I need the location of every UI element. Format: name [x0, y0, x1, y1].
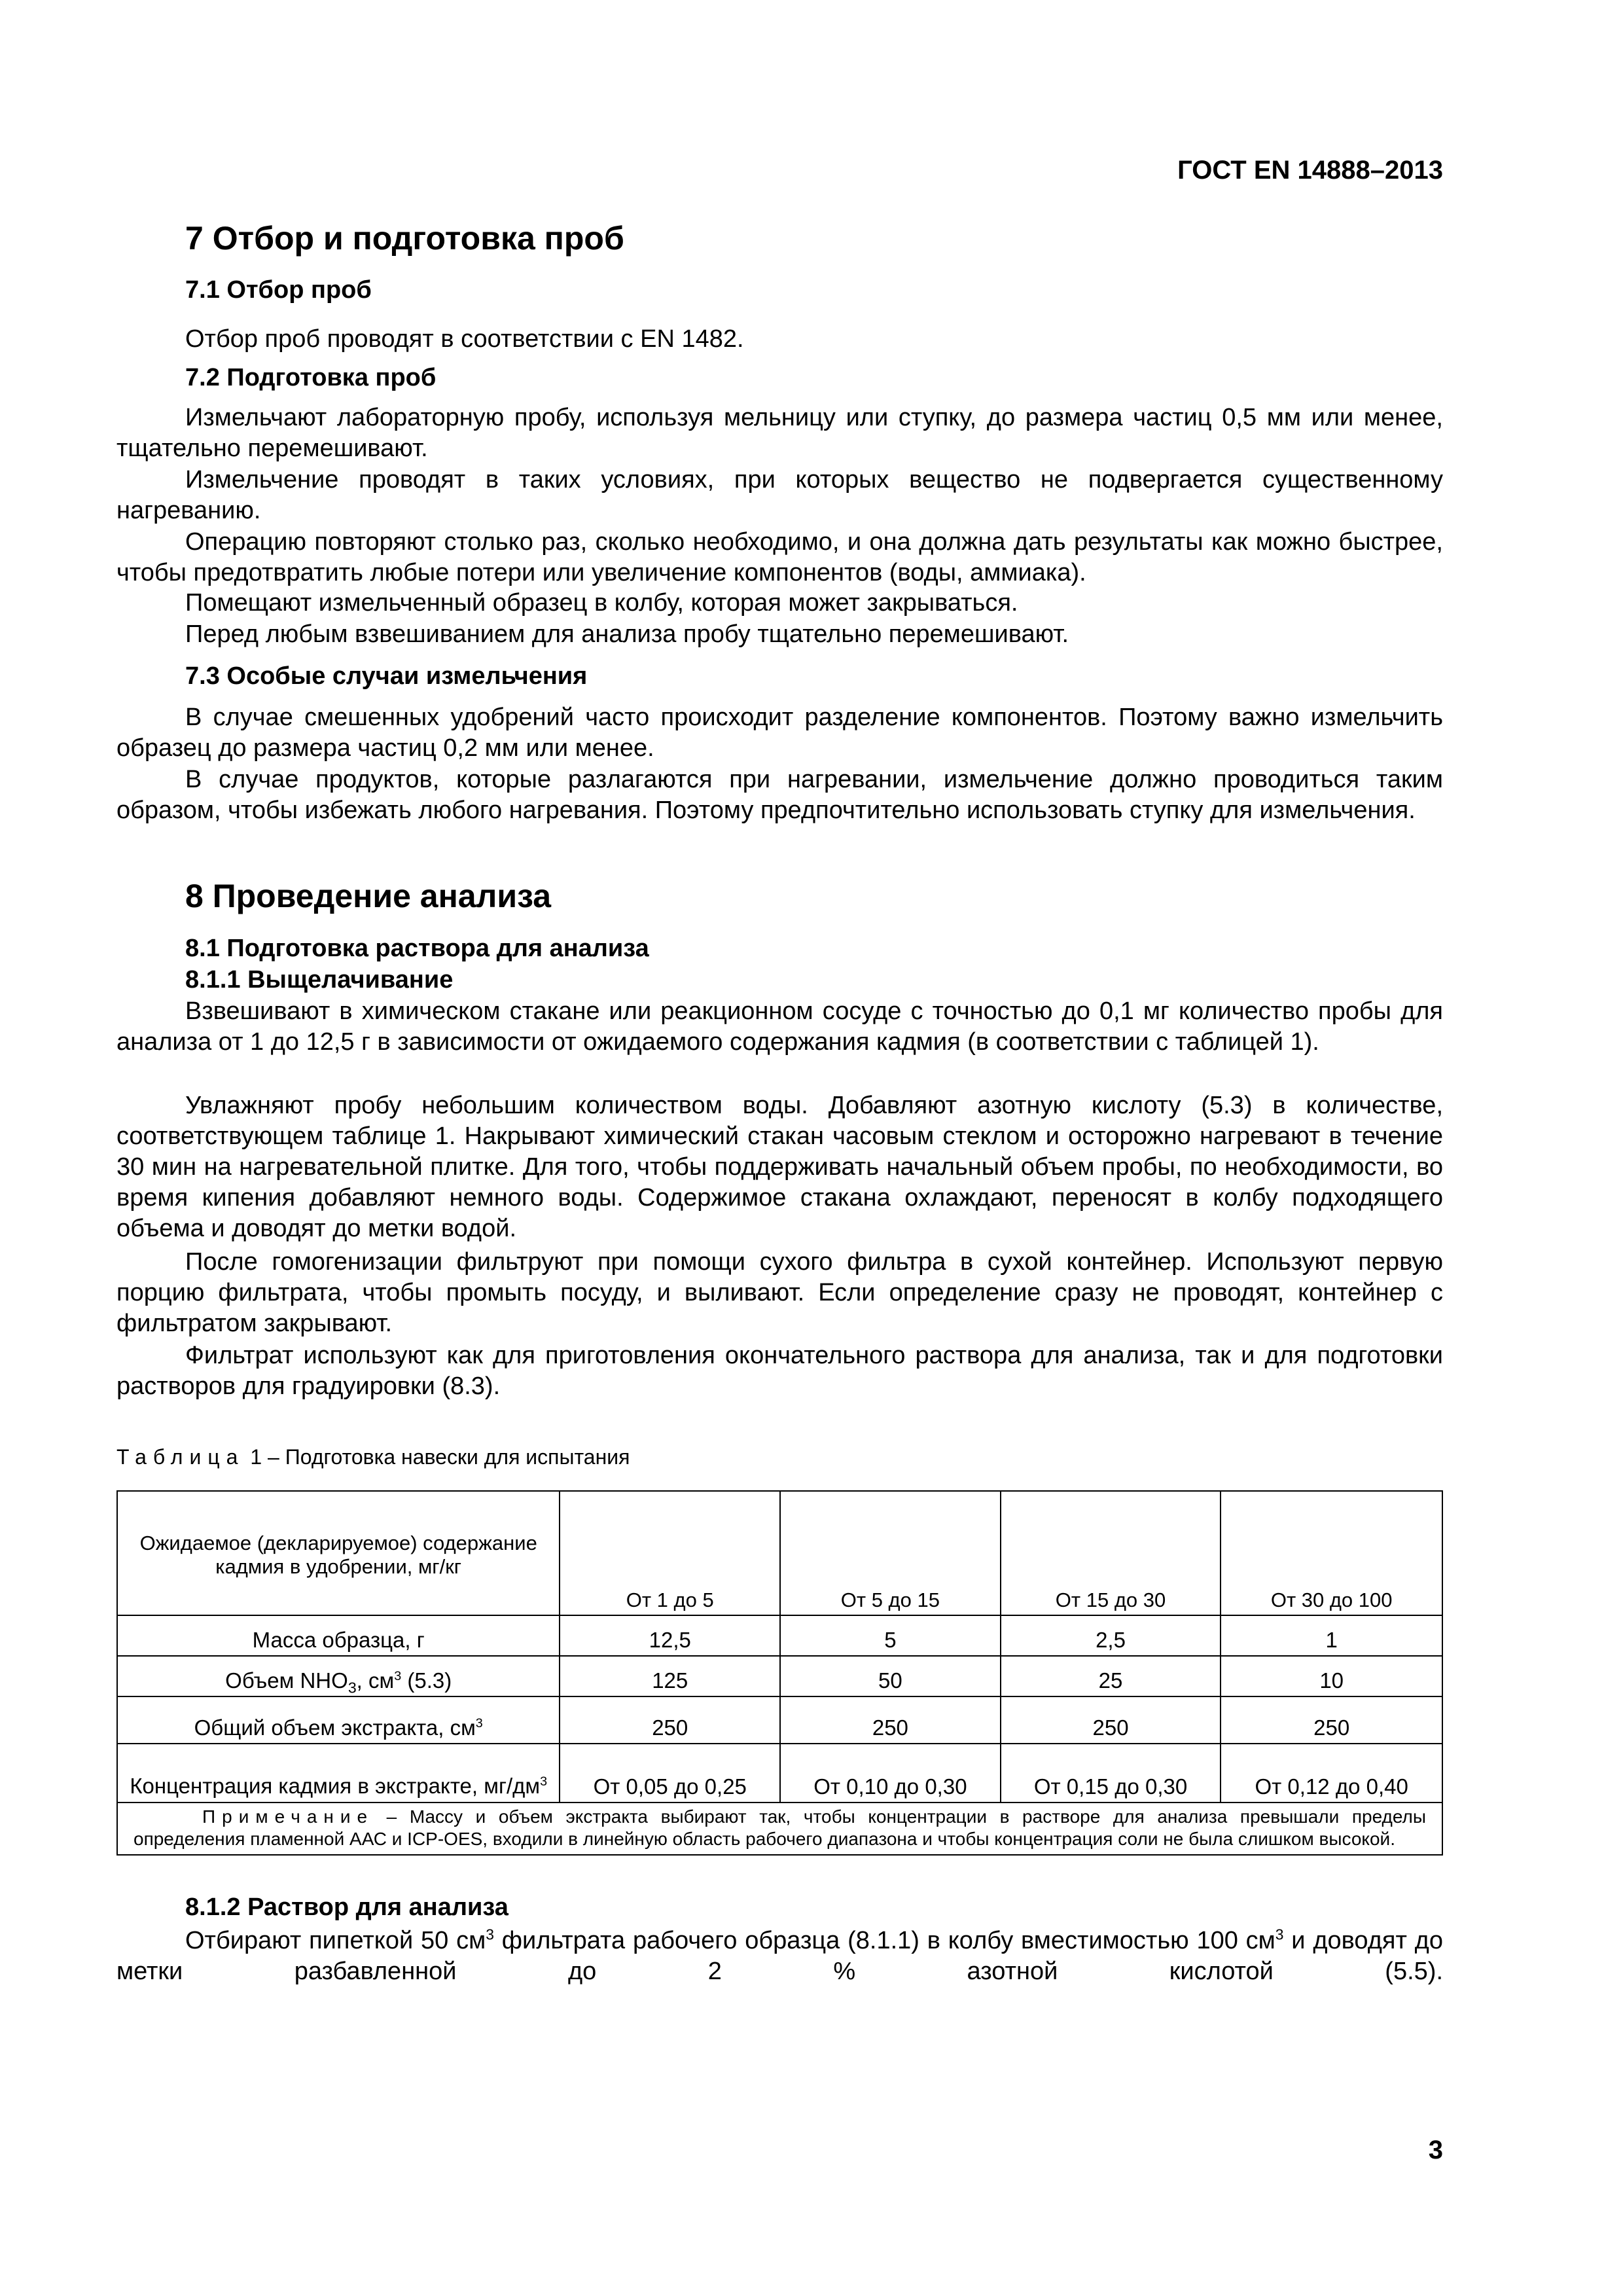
- table-cell: 1: [1221, 1615, 1442, 1656]
- table-note-row: [117, 1803, 1442, 1855]
- section-7-3-title: 7.3 Особые случаи измельчения: [185, 662, 588, 690]
- table-note: [117, 1803, 1442, 1855]
- table-cell: 2,5: [1001, 1615, 1221, 1656]
- section-8-1-1-title: 8.1.1 Выщелачивание: [185, 966, 454, 994]
- table-row: [117, 1656, 1442, 1696]
- table-cell: 250: [1221, 1696, 1442, 1744]
- table-cell: От 0,15 до 0,30: [1001, 1744, 1221, 1803]
- section-8-1-2-title: 8.1.2 Раствор для анализа: [185, 1893, 508, 1921]
- table-note-text: – Массу и объем экстракта выбирают так, чтобы концентрации в растворе для анализа превышали пределы определения пламенной ААС и ICP-OES, входили в линейную область рабочего диапазона и чтобы концентрация соли не была слишком высокой.: [134, 1806, 1426, 1849]
- section-8-1-title: 8.1 Подготовка раствора для анализа: [185, 935, 649, 962]
- paragraph: Измельчают лабораторную пробу, используя мельницу или ступку, до размера частиц 0,5 мм или менее, тщательно перемешивают.: [116, 404, 1443, 462]
- paragraph: Перед любым взвешиванием для анализа пробу тщательно перемешивают.: [185, 620, 1069, 648]
- page-number: 3: [1428, 2136, 1443, 2164]
- table-cell: 250: [560, 1696, 780, 1744]
- table-header-cell: От 15 до 30: [1001, 1491, 1221, 1615]
- table-row-label: Общий объем экстракта, $см^3$: [117, 1696, 560, 1744]
- table-cell: 250: [1001, 1696, 1221, 1744]
- paragraph: Помещают измельченный образец в колбу, которая может закрываться.: [185, 589, 1018, 617]
- paragraph: Измельчение проводят в таких условиях, при которых вещество не подвергается существенному нагреванию.: [116, 466, 1443, 524]
- table-header-cell: От 30 до 100: [1221, 1491, 1442, 1615]
- table-cell: От 0,10 до 0,30: [780, 1744, 1001, 1803]
- paragraph: В случае смешенных удобрений часто происходит разделение компонентов. Поэтому важно измельчить образец до размера частиц 0,2 мм или менее.: [116, 704, 1443, 762]
- table-row-label: Концентрация кадмия в экстракте, $мг/дм^3$: [117, 1744, 560, 1803]
- table-header-cell: Ожидаемое (декларируемое) содержание кадмия в удобрении, мг/кг: [117, 1491, 560, 1615]
- paragraph: После гомогенизации фильтруют при помощи сухого фильтра в сухой контейнер. Используют первую порцию фильтрата, чтобы промыть посуду, и выливают. Если определение сразу не проводят, контейнер с фильтратом закрывают.: [116, 1248, 1443, 1337]
- section-7-1-text: Отбор проб проводят в соответствии с EN 1482.: [185, 325, 744, 353]
- table-cell: От 0,12 до 0,40: [1221, 1744, 1442, 1803]
- table-note-word: Примечание: [202, 1806, 374, 1827]
- paragraph: Увлажняют пробу небольшим количеством воды. Добавляют азотную кислоту (5.3) в количестве, соответствующем таблице 1. Накрывают химический стакан часовым стеклом и осторожно нагревают в течение 30 мин на нагревательной плитке. Для того, чтобы поддерживать начальный объем пробы, по необходимости, во время кипения добавляют немного воды. Содержимое стакана охлаждают, переносят в колбу подходящего объема и доводят до метки водой.: [116, 1092, 1443, 1242]
- table-row: [117, 1696, 1442, 1744]
- table-cell: 25: [1001, 1656, 1221, 1696]
- paragraph: В случае продуктов, которые разлагаются при нагревании, измельчение должно проводиться таким образом, чтобы избежать любого нагревания. Поэтому предпочтительно использовать ступку для измельчения.: [116, 766, 1443, 824]
- table-cell: 125: [560, 1656, 780, 1696]
- table-cell: 5: [780, 1615, 1001, 1656]
- table-cell: 12,5: [560, 1615, 780, 1656]
- document-code: ГОСТ EN 14888–2013: [1177, 156, 1443, 185]
- sample-preparation-table: [116, 1490, 1443, 1856]
- paragraph: Фильтрат используют как для приготовления окончательного раствора для анализа, так и для подготовки растворов для градуировки (8.3).: [116, 1342, 1443, 1400]
- table-caption-word: Таблица: [116, 1445, 245, 1469]
- table-row-label: Масса образца, г: [117, 1615, 560, 1656]
- table-row: [117, 1744, 1442, 1803]
- table-caption-text: 1 – Подготовка навески для испытания: [244, 1445, 630, 1469]
- section-8-title: 8 Проведение анализа: [185, 878, 552, 914]
- section-7-1-title: 7.1 Отбор проб: [185, 276, 372, 304]
- paragraph: Операцию повторяют столько раз, сколько необходимо, и она должна дать результаты как можно быстрее, чтобы предотвратить любые потери или увеличение компонентов (воды, аммиака).: [116, 528, 1443, 586]
- table-row: [117, 1615, 1442, 1656]
- table-header-cell: От 5 до 15: [780, 1491, 1001, 1615]
- section-7-title: 7 Отбор и подготовка проб: [185, 220, 624, 257]
- table-row-label: Объем $NHO_3$, $см^3$ (5.3): [117, 1656, 560, 1696]
- paragraph: Отбирают пипеткой 50 $см^3$ фильтрата рабочего образца (8.1.1) в колбу вместимостью 100 $см^3$ и доводят до метки разбавленной до 2 % азотной кислотой (5.5).: [116, 1926, 1443, 1985]
- table-header-row: [117, 1491, 1442, 1615]
- section-7-2-title: 7.2 Подготовка проб: [185, 364, 437, 391]
- table-cell: 50: [780, 1656, 1001, 1696]
- table-cell: 250: [780, 1696, 1001, 1744]
- table-header-cell: От 1 до 5: [560, 1491, 780, 1615]
- table-caption: [116, 1445, 630, 1469]
- table-cell: От 0,05 до 0,25: [560, 1744, 780, 1803]
- paragraph: Взвешивают в химическом стакане или реакционном сосуде с точностью до 0,1 мг количество пробы для анализа от 1 до 12,5 г в зависимости от ожидаемого содержания кадмия (в соответствии с таблицей 1).: [116, 997, 1443, 1056]
- table-cell: 10: [1221, 1656, 1442, 1696]
